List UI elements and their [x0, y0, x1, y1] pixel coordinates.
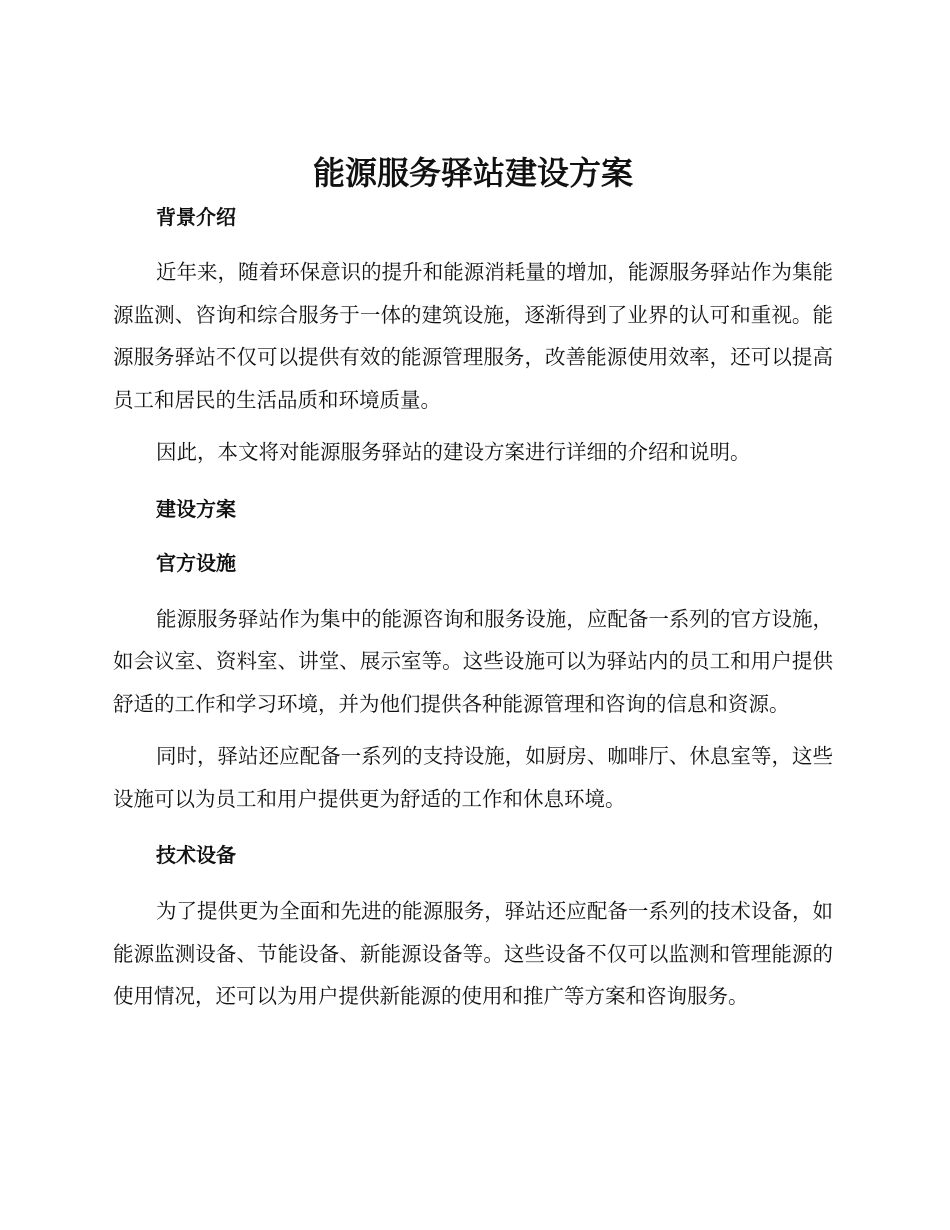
facility-paragraph-2: 同时，驿站还应配备一系列的支持设施，如厨房、咖啡厅、休息室等，这些设施可以为员工和用户提供更为舒适的工作和休息环境。	[113, 744, 833, 811]
facility-paragraph-1: 能源服务驿站作为集中的能源咨询和服务设施，应配备一系列的官方设施，如会议室、资料室、讲堂、展示室等。这些设施可以为驿站内的员工和用户提供舒适的工作和学习环境，并为他们提供各种能源管理和咨询的信息和资源。	[113, 606, 833, 716]
document-body	[113, 150, 833, 1018]
section-heading-background: 背景介绍	[156, 205, 236, 229]
background-paragraph-1: 近年来，随着环保意识的提升和能源消耗量的增加，能源服务驿站作为集能源监测、咨询和综合服务于一体的建筑设施，逐渐得到了业界的认可和重视。能源服务驿站不仅可以提供有效的能源管理服务，改善能源使用效率，还可以提高员工和居民的生活品质和环境质量。	[113, 260, 833, 412]
section-heading-facilities: 官方设施	[156, 550, 236, 575]
document-title: 能源服务驿站建设方案	[312, 154, 633, 192]
section-heading-technical-equipment: 技术设备	[156, 843, 236, 867]
technical-equipment-paragraph-1: 为了提供更为全面和先进的能源服务，驿站还应配备一系列的技术设备，如能源监测设备、节能设备、新能源设备等。这些设备不仅可以监测和管理能源的使用情况，还可以为用户提供新能源的使用和推广等方案和咨询服务。	[113, 899, 833, 1008]
section-heading-plan: 建设方案	[156, 496, 236, 521]
background-paragraph-2: 因此，本文将对能源服务驿站的建设方案进行详细的介绍和说明。	[156, 440, 751, 464]
